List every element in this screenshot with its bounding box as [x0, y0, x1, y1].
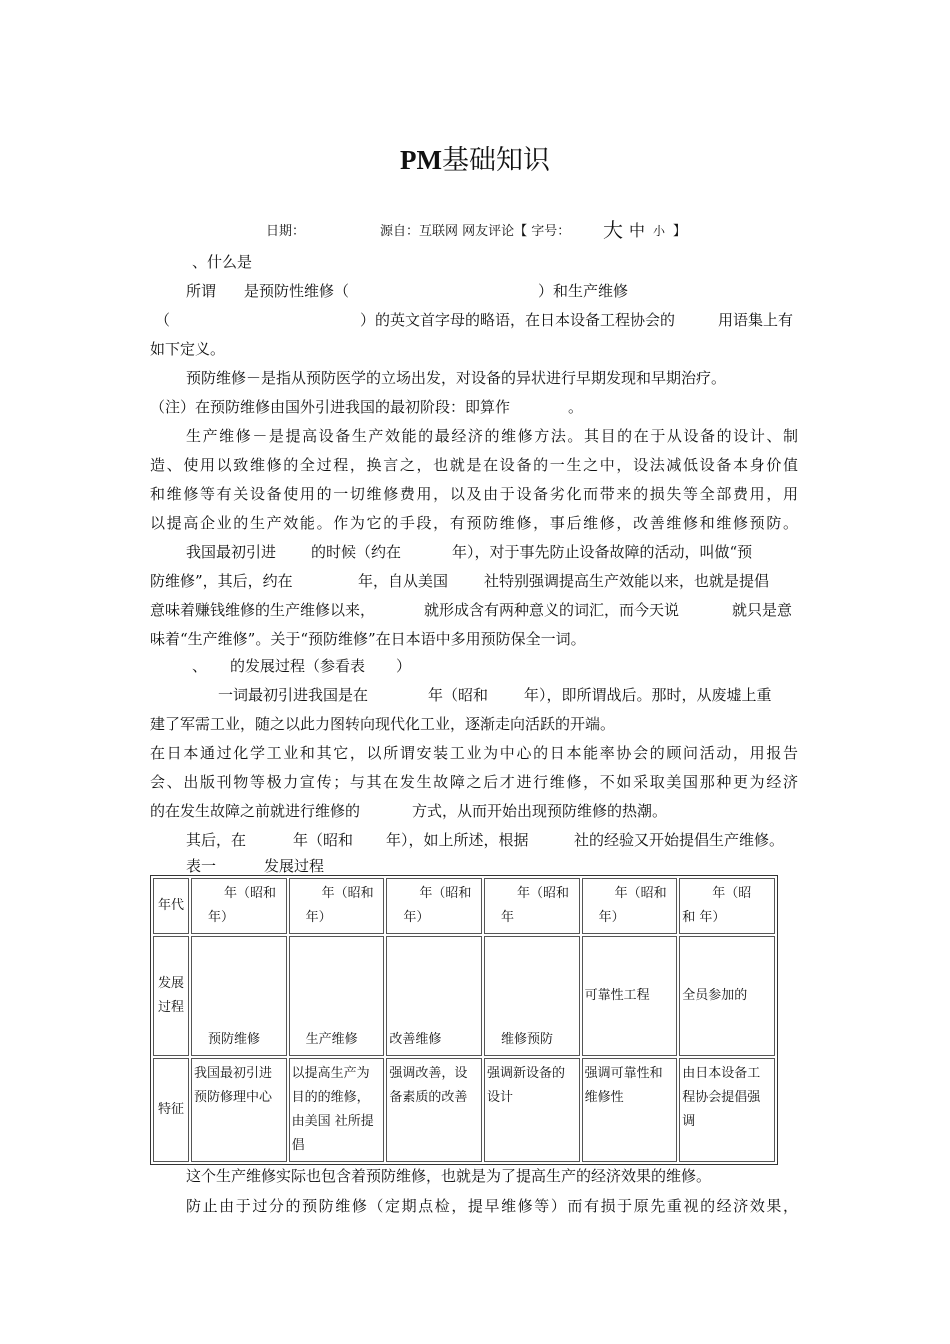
row-header-features: 特征 [153, 1058, 189, 1162]
para8-l1: 防止由于过分的预防维修（定期点检，提早维修等）而有损于原先重视的经济效果， [186, 1197, 798, 1215]
para6-l1d: 社的经验又开始提倡生产维修。 [574, 831, 785, 849]
para3-l4: 以提高企业的生产效能。作为它的手段，有预防维修，事后维修，改善维修和维修预防。 [150, 514, 798, 532]
para5-l4: 会、出版刊物等极力宣传；与其在发生故障之后才进行维修，不如采取美国那种更为经济 [150, 773, 798, 791]
para3-l1: 生产维修－是提高设备生产效能的最经济的维修方法。其目的在于从设备的设计、制 [186, 427, 798, 445]
para1-l1a: 所谓 [186, 282, 217, 300]
bracket-close: 】 [673, 224, 687, 239]
section2-b: 的发展过程（参看表 [230, 657, 366, 675]
feature-cell: 强调新设备的设计 [484, 1058, 580, 1162]
para5-l5b: 方式，从而开始出现预防维修的热潮。 [412, 802, 668, 820]
feature-cell: 强调可靠性和维修性 [582, 1058, 678, 1162]
para4-l2b: 年，自从美国 [358, 572, 449, 590]
date-label: 日期： [266, 224, 306, 239]
process-cell: 全员参加的 [679, 936, 775, 1056]
table-row-features [153, 1058, 775, 1162]
para1-l2c: 用语集上有 [718, 311, 794, 329]
note-l1b: 。 [568, 398, 584, 416]
feature-cell: 我国最初引进预防修理中心 [191, 1058, 287, 1162]
process-cell: 预防维修 [191, 936, 287, 1056]
table-caption-a: 表一 [186, 857, 217, 875]
row-header-era: 年代 [153, 878, 189, 934]
font-size-small-link[interactable]: 小 [653, 224, 666, 238]
title-text: 基础知识 [441, 145, 550, 176]
para1-l2b: ）的英文首字母的略语，在日本设备工程协会的 [360, 311, 676, 329]
process-cell: 可靠性工程 [582, 936, 678, 1056]
era-cell: 年（昭和 年） [289, 878, 385, 934]
source-label: 源自：互联网 网友评论【 字号： [380, 224, 571, 239]
para1-l3: 如下定义。 [150, 340, 226, 358]
para5-l1c: 年），即所谓战后。那时，从废墟上重 [524, 686, 772, 704]
para4-l1c: 年），对于事先防止设备故障的活动，叫做“预 [452, 543, 753, 561]
row-header-process: 发展过程 [153, 936, 189, 1056]
para7-l1: 这个生产维修实际也包含着预防维修，也就是为了提高生产的经济效果的维修。 [186, 1167, 712, 1185]
section2-a: 、 [192, 657, 208, 675]
para3-l3: 和维修等有关设备使用的一切维修费用，以及由于设备劣化而带来的损失等全部费用，用 [150, 485, 798, 503]
era-cell: 年（昭和 年） [582, 878, 678, 934]
para6-l1a: 其后，在 [186, 831, 247, 849]
para5-l3: 在日本通过化学工业和其它，以所谓安装工业为中心的日本能率协会的顾问活动，用报告 [150, 744, 798, 762]
para4-l1a: 我国最初引进 [186, 543, 277, 561]
para4-l2a: 防维修”，其后，约在 [150, 572, 293, 590]
table-row-process [153, 936, 775, 1056]
para2-l1: 预防维修－是指从预防医学的立场出发，对设备的异状进行早期发现和早期治疗。 [186, 369, 727, 387]
para1-l1b: 是预防性维修（ [244, 282, 350, 300]
para6-l1c: 年），如上所述，根据 [386, 831, 529, 849]
para1-l1c: ）和生产维修 [538, 282, 629, 300]
development-table [150, 875, 778, 1165]
page-title [0, 138, 950, 177]
para4-l3a: 意味着赚钱维修的生产维修以来， [150, 601, 376, 619]
feature-cell: 由日本设备工程协会提倡强调 [679, 1058, 775, 1162]
font-size-large-link[interactable]: 大 [603, 218, 623, 242]
para4-l3c: 就只是意 [732, 601, 793, 619]
table-caption-b: 发展过程 [264, 857, 325, 875]
section2-c: ） [396, 657, 412, 675]
para1-l2a: （ [155, 311, 171, 329]
font-size-medium-link[interactable]: 中 [629, 221, 646, 240]
para5-l2: 建了军需工业，随之以此力图转向现代化工业，逐渐走向活跃的开端。 [150, 715, 616, 733]
process-cell: 生产维修 [289, 936, 385, 1056]
feature-cell: 以提高生产为目的的维修，由美国 社所提倡 [289, 1058, 385, 1162]
process-cell: 改善维修 [386, 936, 482, 1056]
para5-l1a: 一词最初引进我国是在 [218, 686, 369, 704]
table-row-era [153, 878, 775, 934]
para4-l4: 味着“生产维修”。关于“预防维修”在日本语中多用预防保全一词。 [150, 630, 586, 648]
section1-heading: 、什么是 [192, 253, 253, 271]
process-cell: 维修预防 [484, 936, 580, 1056]
title-pm: PM [400, 145, 442, 175]
era-cell: 年（昭和 年 [484, 878, 580, 934]
para4-l1b: 的时候（约在 [311, 543, 402, 561]
era-cell: 年（昭 和 年） [679, 878, 775, 934]
para6-l1b: 年（昭和 [293, 831, 354, 849]
para5-l1b: 年（昭和 [428, 686, 489, 704]
para5-l5a: 的在发生故障之前就进行维修的 [150, 802, 361, 820]
para4-l2c: 社特别强调提高生产效能以来，也就是提倡 [484, 572, 770, 590]
note-l1: （注）在预防维修由国外引进我国的最初阶段：即算作 [150, 398, 511, 416]
para4-l3b: 就形成含有两种意义的词汇，而今天说 [424, 601, 680, 619]
era-cell: 年（昭和 年） [386, 878, 482, 934]
para3-l2: 造、使用以致维修的全过程，换言之，也就是在设备的一生之中，设法减低设备本身价值 [150, 456, 798, 474]
feature-cell: 强调改善，设备素质的改善 [386, 1058, 482, 1162]
era-cell: 年（昭和 年） [191, 878, 287, 934]
